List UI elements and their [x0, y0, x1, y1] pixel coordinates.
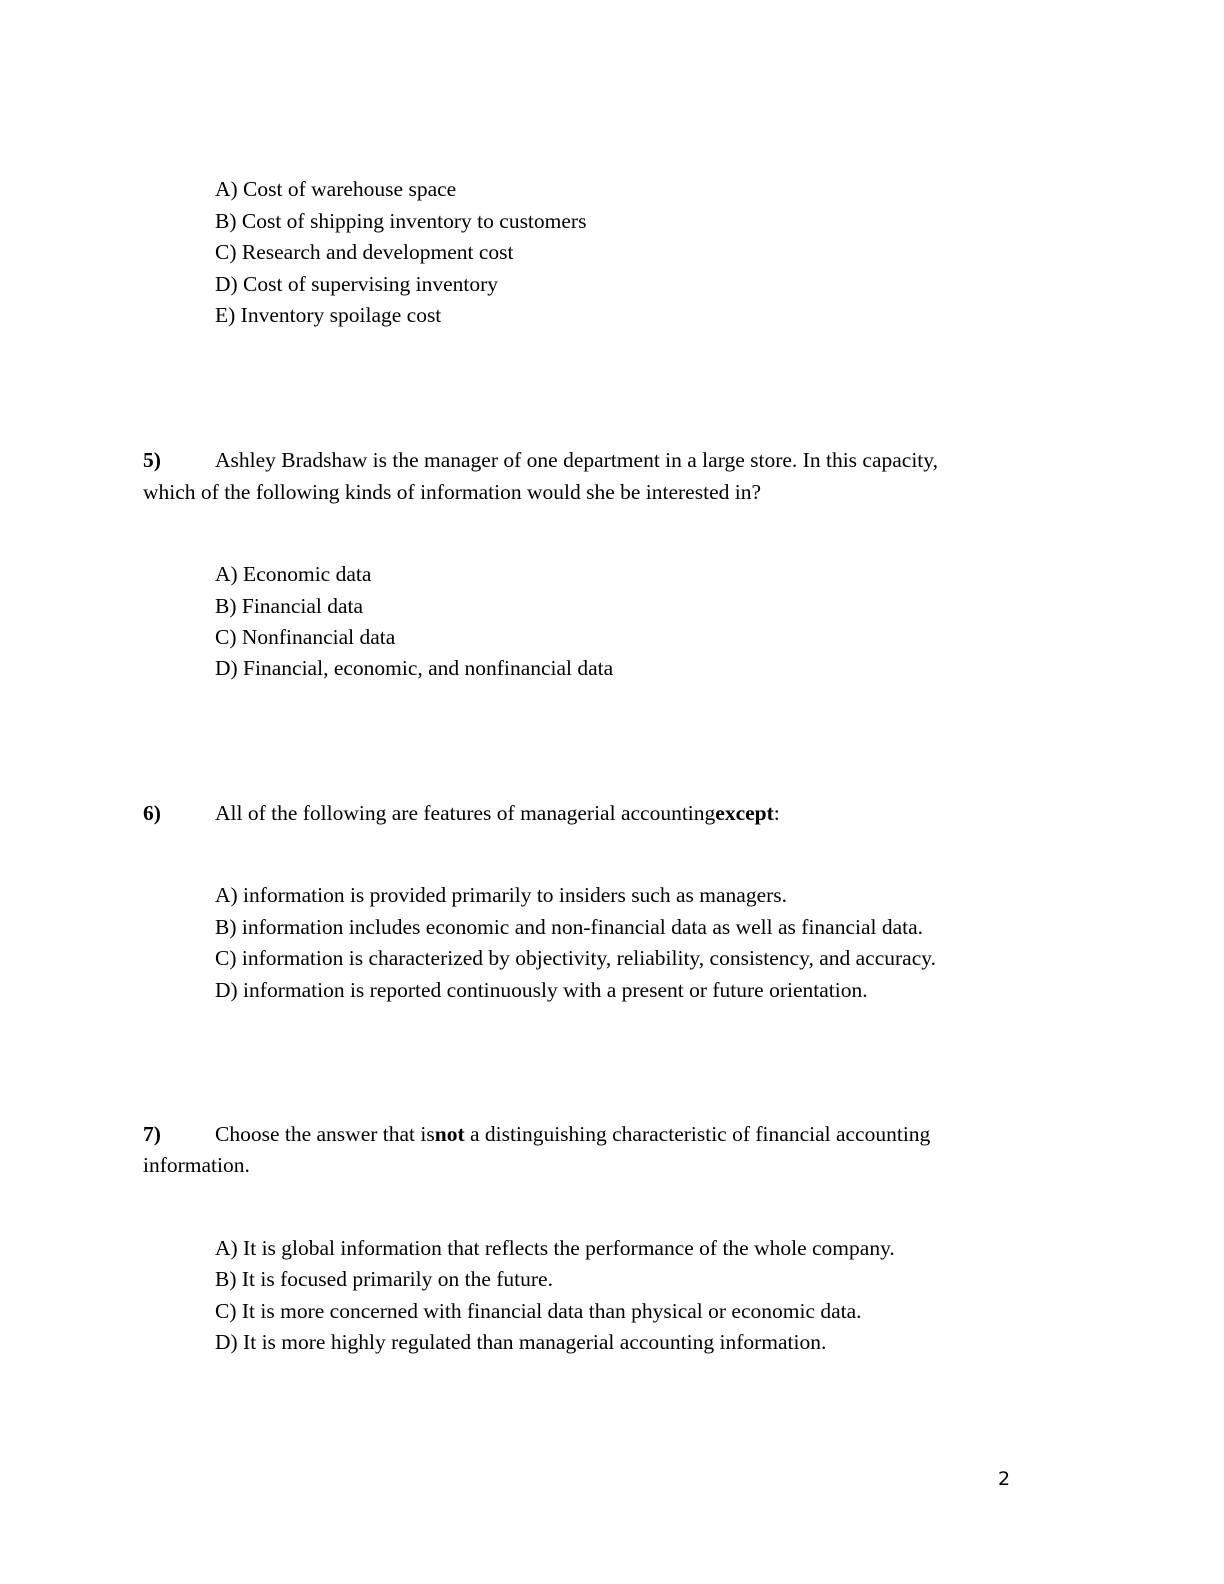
question-text-part: Choose the answer that is	[215, 1122, 435, 1146]
question-text: Ashley Bradshaw is the manager of one department in a large store. In this capacity,	[215, 448, 939, 472]
option-c: C) Research and development cost	[215, 240, 514, 264]
question-text-part: All of the following are features of managerial accounting	[215, 801, 716, 825]
option-a: A) It is global information that reflects the performance of the whole company.	[215, 1236, 895, 1260]
option-d: D) Financial, economic, and nonfinancial data	[215, 656, 614, 680]
option-a: A) Cost of warehouse space	[215, 177, 457, 201]
option-b: B) It is focused primarily on the future.	[215, 1267, 553, 1291]
option-b: B) Financial data	[215, 594, 364, 618]
question-5-stem-line2: which of the following kinds of information would she be interested in?	[143, 480, 761, 504]
question-text-part: :	[773, 801, 780, 825]
emphasis-text: not	[434, 1122, 465, 1146]
option-d: D) information is reported continuously with a present or future orientation.	[215, 978, 868, 1002]
option-e: E) Inventory spoilage cost	[215, 303, 442, 327]
option-c: C) Nonfinancial data	[215, 625, 396, 649]
question-text	[215, 801, 780, 825]
option-a: A) information is provided primarily to insiders such as managers.	[215, 883, 788, 907]
option-b: B) information includes economic and non-financial data as well as financial data.	[215, 915, 924, 939]
question-7-stem-line2: information.	[143, 1153, 250, 1177]
page-number: 2	[998, 1468, 1011, 1490]
question-text-part: a distinguishing characteristic of financial accounting	[464, 1122, 931, 1146]
question-text	[215, 1122, 930, 1146]
emphasis-text: except	[715, 801, 774, 825]
question-number: 7)	[143, 1122, 161, 1146]
option-b: B) Cost of shipping inventory to customers	[215, 209, 587, 233]
option-c: C) information is characterized by objectivity, reliability, consistency, and accuracy.	[215, 946, 936, 970]
question-number: 6)	[143, 801, 161, 825]
option-a: A) Economic data	[215, 562, 372, 586]
option-c: C) It is more concerned with financial data than physical or economic data.	[215, 1299, 862, 1323]
question-number: 5)	[143, 448, 161, 472]
option-d: D) It is more highly regulated than managerial accounting information.	[215, 1330, 827, 1354]
option-d: D) Cost of supervising inventory	[215, 272, 499, 296]
